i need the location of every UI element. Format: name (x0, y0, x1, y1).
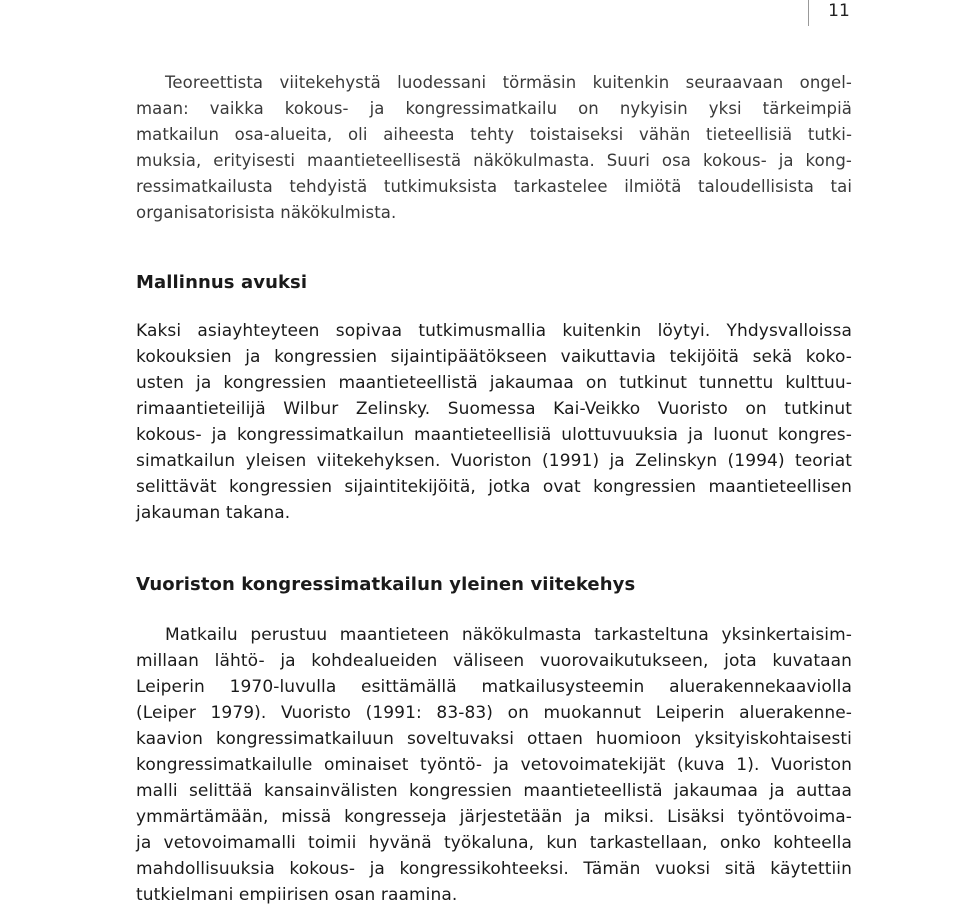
paragraph-line: ja vetovoimamalli toimii hyvänä työkaluna, kun tarkastellaan, onko kohteella (136, 833, 852, 853)
paragraph-line: ymmärtämään, missä kongresseja järjestetään ja miksi. Lisäksi työntövoima- (136, 807, 852, 827)
paragraph-line: Kaksi asiayhteyteen sopivaa tutkimusmallia kuitenkin löytyi. Yhdysvalloissa (136, 321, 852, 341)
paragraph-line: jakauman takana. (136, 503, 291, 523)
paragraph-line: usten ja kongressien maantieteellistä jakaumaa on tutkinut tunnettu kulttuu- (136, 373, 852, 393)
paragraph-line: mahdollisuuksia kokous- ja kongressikohteeksi. Tämän vuoksi sitä käytettiin (136, 859, 852, 879)
document-body (136, 70, 852, 908)
paragraph-line: muksia, erityisesti maantieteellisestä näkökulmasta. Suuri osa kokous- ja kong- (136, 151, 852, 170)
intro-paragraph (136, 70, 852, 226)
paragraph-line: maan: vaikka kokous- ja kongressimatkailu on nykyisin yksi tärkeimpiä (136, 99, 852, 118)
paragraph-line: ressimatkailusta tehdyistä tutkimuksista tarkastelee ilmiötä taloudellisista tai (136, 177, 852, 196)
paragraph-line: tutkielmani empiirisen osan raamina. (136, 885, 458, 905)
paragraph-line: selittävät kongressien sijaintitekijöitä, jotka ovat kongressien maantieteellisen (136, 477, 852, 497)
framework-paragraph (136, 622, 852, 908)
paragraph-line: kokouksien ja kongressien sijaintipäätökseen vaikuttavia tekijöitä sekä koko- (136, 347, 852, 367)
page-number-divider (808, 0, 809, 26)
paragraph-line: simatkailun yleisen viitekehyksen. Vuoriston (1991) ja Zelinskyn (1994) teoriat (136, 451, 852, 471)
paragraph-line: Teoreettista viitekehystä luodessani törmäsin kuitenkin seuraavaan ongel- (165, 73, 852, 92)
paragraph-line: matkailun osa-alueita, oli aiheesta tehty toistaiseksi vähän tieteellisiä tutki- (136, 125, 852, 144)
paragraph-line: Leiperin 1970-luvulla esittämällä matkailusysteemin aluerakennekaaviolla (136, 677, 852, 697)
paragraph-line: kongressimatkailulle ominaiset työntö- ja vetovoimatekijät (kuva 1). Vuoriston (136, 755, 852, 775)
paragraph-line: millaan lähtö- ja kohdealueiden väliseen vuorovaikutukseen, jota kuvataan (136, 651, 852, 671)
model-paragraph (136, 318, 852, 526)
section-heading-vuoristo: Vuoriston kongressimatkailun yleinen viitekehys (136, 574, 636, 595)
paragraph-line: organisatorisista näkökulmista. (136, 203, 397, 222)
paragraph-line: rimaantieteilijä Wilbur Zelinsky. Suomessa Kai-Veikko Vuoristo on tutkinut (136, 399, 852, 419)
paragraph-line: kaavion kongressimatkailuun soveltuvaksi ottaen huomioon yksityiskohtaisesti (136, 729, 852, 749)
page-number: 11 (828, 1, 850, 21)
paragraph-line: Matkailu perustuu maantieteen näkökulmasta tarkasteltuna yksinkertaisim- (165, 625, 852, 645)
section-heading-mallinnus: Mallinnus avuksi (136, 272, 308, 293)
paragraph-line: kokous- ja kongressimatkailun maantieteellisiä ulottuvuuksia ja luonut kongres- (136, 425, 852, 445)
paragraph-line: malli selittää kansainvälisten kongressien maantieteellistä jakaumaa ja auttaa (136, 781, 852, 801)
paragraph-line: (Leiper 1979). Vuoristo (1991: 83-83) on muokannut Leiperin aluerakenne- (136, 703, 852, 723)
